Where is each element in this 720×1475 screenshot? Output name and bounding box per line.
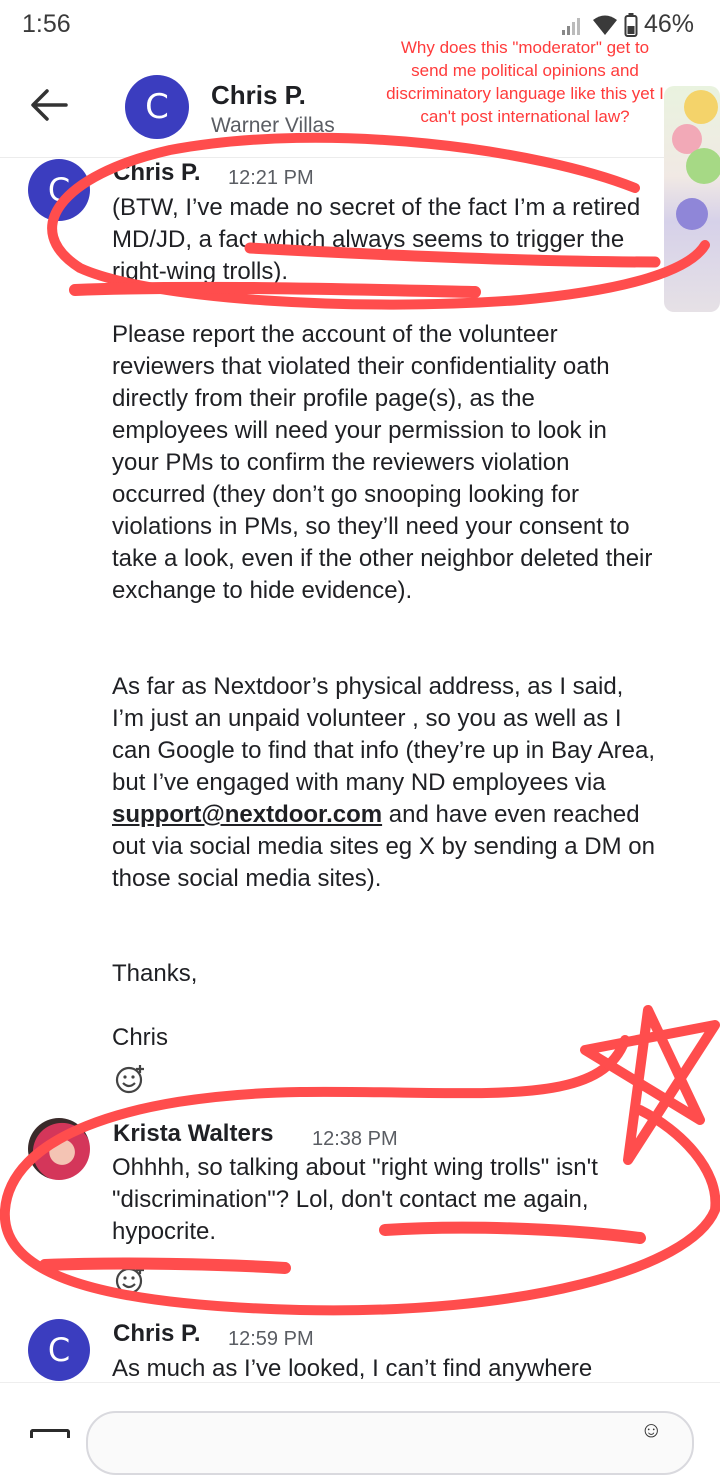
message-composer [0,1382,720,1442]
signal-icon [560,14,586,36]
battery-icon [624,13,638,37]
sender-name[interactable]: Krista Walters [113,1120,274,1147]
sender-name[interactable]: Chris P. [113,1320,201,1347]
status-time: 1:56 [22,10,71,38]
emoji-icon[interactable]: ☺ [640,1417,663,1442]
contact-avatar[interactable]: C [125,75,189,139]
back-arrow-icon[interactable] [26,82,72,128]
contact-name[interactable]: Chris P. [211,80,306,110]
message-time: 12:21 PM [228,167,314,189]
message-paragraph: Ohhhh, so talking about "right wing trolls" isn't "discrimination"? Lol, don't contact me again, hypocrite. [112,1154,605,1245]
contact-neighborhood: Warner Villas [211,114,335,137]
sender-name[interactable]: Chris P. [113,159,201,186]
message-paragraph: Please report the account of the volunteer reviewers that violated their confidentiality oath directly from their profile page(s), as the employees will need your permission to look in your PMs to confirm the reviewers violation occurred (they don’t go snooping looking for violations in PMs, so they’ll need your consent to take a look, even if the other neighbor deleted their exchange to hide evidence). [112,321,660,604]
support-email-link[interactable]: support@nextdoor.com [112,801,383,828]
message-paragraph: As much as I’ve looked, I can’t find anywhere [112,1355,593,1382]
sender-avatar[interactable]: C [28,159,90,221]
sender-avatar[interactable] [28,1118,90,1180]
add-reaction-icon[interactable] [114,1264,146,1296]
message-input[interactable] [86,1411,694,1475]
message-time: 12:59 PM [228,1328,314,1350]
message-paragraph: (BTW, I’ve made no secret of the fact I’m a retired MD/JD, a fact which always seems to trigger the right-wing trolls). [112,194,647,285]
sender-avatar[interactable]: C [28,1319,90,1381]
message-text: and have even reached out via social media sites eg X by sending a DM on those social media sites). [112,801,662,892]
battery-percent: 46% [643,10,694,38]
add-reaction-icon[interactable] [114,1063,146,1095]
wifi-icon [592,14,618,36]
annotation-text: Why does this "moderator" get to send me political opinions and discriminatory language like this yet I can't post international law? [386,38,664,126]
message-text: As far as Nextdoor’s physical address, as I said, I’m just an unpaid volunteer , so you as well as I can Google to find that info (they’re up in Bay Area, but I’ve engaged with many ND employees via [112,673,662,796]
message-time: 12:38 PM [312,1128,398,1150]
status-icons [560,10,694,39]
message-paragraph [112,671,662,895]
message-thanks: Thanks, [112,960,198,987]
message-signoff: Chris [112,1024,169,1051]
overlay-thumbnail[interactable] [664,86,720,312]
